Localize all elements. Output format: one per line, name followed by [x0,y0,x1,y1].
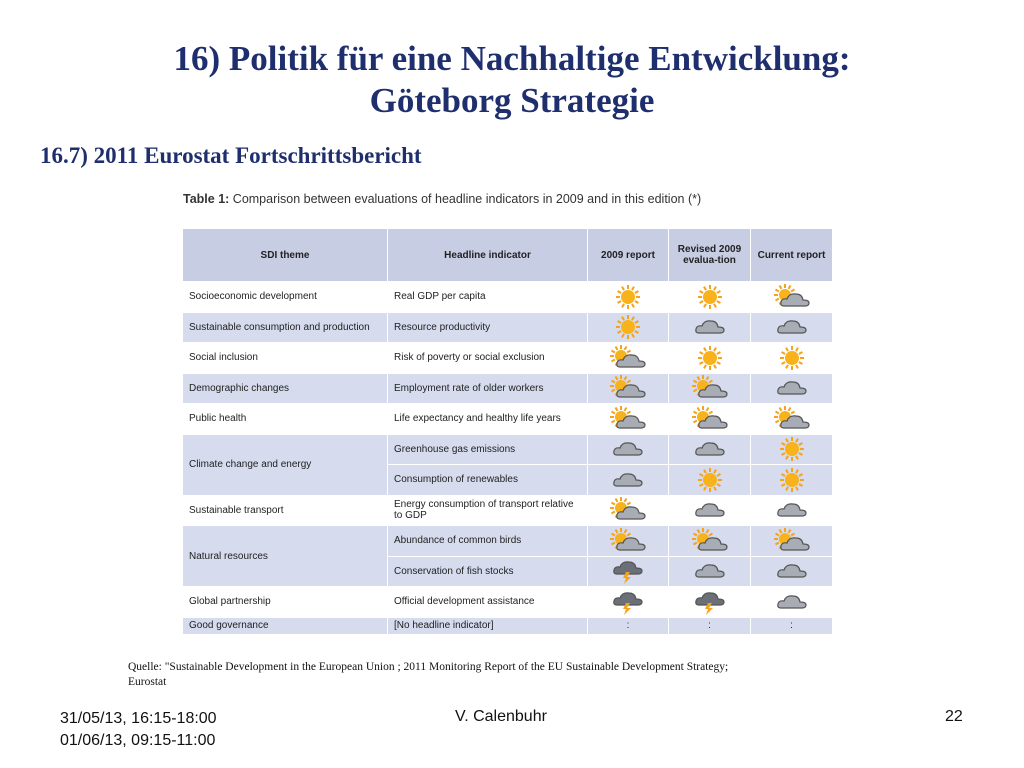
cell-eval-current [751,495,833,526]
cell-headline-indicator: Risk of poverty or social exclusion [388,343,588,374]
cell-headline-indicator: Abundance of common birds [388,526,588,557]
cloud-icon [751,590,832,614]
table-header-row [183,229,833,282]
cloud-icon [751,376,832,400]
cell-eval-current [751,373,833,404]
cell-eval-e2009 [588,495,669,526]
cell-eval-revised [669,373,751,404]
cell-eval-e2009 [588,312,669,343]
sun-behind-cloud-icon [588,344,668,372]
cell-eval-current [751,526,833,557]
cell-eval-e2009 [588,282,669,313]
table-row [183,312,833,343]
cell-headline-indicator: Greenhouse gas emissions [388,434,588,465]
table-body [183,282,833,635]
slide-title [0,38,1024,122]
sun-icon [588,283,668,311]
slide-title-line1: 16) Politik für eine Nachhaltige Entwicklung: [173,39,851,78]
cloud-icon [669,559,750,583]
cell-headline-indicator: [No headline indicator] [388,617,588,634]
table-row [183,526,833,557]
cell-eval-current [751,282,833,313]
cell-headline-indicator: Employment rate of older workers [388,373,588,404]
cell-eval-revised [669,556,751,587]
sun-behind-cloud-icon [588,374,668,402]
source-note: Quelle: "Sustainable Development in the European Union ; 2011 Monitoring Report of the EU Sustainable Development Strategy; Eurostat [128,661,729,688]
cell-eval-e2009 [588,373,669,404]
cell-sdi-theme: Climate change and energy [183,434,388,495]
sun-behind-cloud-icon [669,374,750,402]
cell-headline-indicator: Real GDP per capita [388,282,588,313]
cell-eval-e2009 [588,526,669,557]
cell-eval-revised [669,282,751,313]
sun-icon [669,466,750,494]
cell-eval-revised [669,434,751,465]
sun-icon [751,344,832,372]
cloud-icon [751,559,832,583]
cell-sdi-theme: Demographic changes [183,373,388,404]
cell-eval-revised [669,617,751,634]
cell-headline-indicator: Official development assistance [388,587,588,618]
cell-eval-revised [669,495,751,526]
sun-behind-cloud-icon [751,527,832,555]
cell-sdi-theme: Good governance [183,617,388,634]
cell-sdi-theme: Socioeconomic development [183,282,388,313]
cell-eval-current [751,312,833,343]
cell-eval-current [751,434,833,465]
cell-eval-revised [669,312,751,343]
no-evaluation-marker: : [708,620,711,631]
table-row [183,495,833,526]
table-row [183,373,833,404]
cell-headline-indicator: Resource productivity [388,312,588,343]
cell-eval-e2009 [588,556,669,587]
header-revised-2009: Revised 2009 evalua-tion [669,229,751,282]
sun-icon [669,283,750,311]
cloud-icon [669,437,750,461]
cell-eval-e2009 [588,343,669,374]
cell-headline-indicator: Conservation of fish stocks [388,556,588,587]
cloud-icon [669,315,750,339]
header-2009-report: 2009 report [588,229,669,282]
footer-date-line2: 01/06/13, 09:15-11:00 [60,732,216,749]
table-row [183,434,833,465]
table-row [183,343,833,374]
sun-behind-cloud-icon [669,405,750,433]
table-row [183,404,833,435]
cell-headline-indicator: Energy consumption of transport relative to GDP [388,495,588,526]
footer-dates [60,708,217,752]
cell-eval-current [751,465,833,496]
cell-sdi-theme: Public health [183,404,388,435]
sun-behind-cloud-icon [588,496,668,524]
sun-behind-cloud-icon [751,405,832,433]
cell-sdi-theme: Natural resources [183,526,388,587]
cell-eval-current [751,587,833,618]
header-headline-indicator: Headline indicator [388,229,588,282]
sun-behind-cloud-icon [588,405,668,433]
cell-eval-e2009 [588,404,669,435]
table-caption [183,191,823,207]
table-row [183,587,833,618]
sun-icon [669,344,750,372]
cell-eval-revised [669,587,751,618]
table-caption-label: Table 1: [183,192,230,206]
slide-title-line2: Göteborg Strategie [369,81,655,120]
no-evaluation-marker: : [626,620,630,631]
cell-eval-current [751,617,833,634]
cell-eval-current [751,404,833,435]
cell-eval-revised [669,465,751,496]
storm-cloud-icon [669,589,750,615]
sun-behind-cloud-icon [588,527,668,555]
table-caption-text: Comparison between evaluations of headline indicators in 2009 and in this edition (*) [229,192,702,206]
sun-behind-cloud-icon [669,527,750,555]
cell-eval-revised [669,404,751,435]
cell-sdi-theme: Sustainable consumption and production [183,312,388,343]
cell-eval-current [751,556,833,587]
no-evaluation-marker: : [790,620,793,631]
sdi-evaluation-table [182,228,833,635]
header-sdi-theme: SDI theme [183,229,388,282]
storm-cloud-icon [588,589,668,615]
cell-sdi-theme: Global partnership [183,587,388,618]
cell-eval-e2009 [588,465,669,496]
cell-eval-e2009 [588,587,669,618]
cell-eval-current [751,343,833,374]
cell-sdi-theme: Social inclusion [183,343,388,374]
sun-behind-cloud-icon [751,283,832,311]
cell-headline-indicator: Life expectancy and healthy life years [388,404,588,435]
cloud-icon [669,498,750,522]
cloud-icon [751,315,832,339]
sun-icon [588,313,668,341]
cell-eval-e2009 [588,617,669,634]
storm-cloud-icon [588,558,668,584]
sun-icon [751,435,832,463]
sun-icon [751,466,832,494]
cloud-icon [588,437,668,461]
cell-eval-e2009 [588,434,669,465]
cloud-icon [751,498,832,522]
cell-eval-revised [669,526,751,557]
footer-date-line1: 31/05/13, 16:15-18:00 [60,710,217,727]
slide-subtitle: 16.7) 2011 Eurostat Fortschrittsbericht [40,143,422,168]
header-current-report: Current report [751,229,833,282]
cell-eval-revised [669,343,751,374]
table-row [183,282,833,313]
cell-headline-indicator: Consumption of renewables [388,465,588,496]
footer-page-number: 22 [945,708,963,725]
footer-author: V. Calenbuhr [455,708,547,725]
cell-sdi-theme: Sustainable transport [183,495,388,526]
cloud-icon [588,468,668,492]
table-row [183,617,833,634]
